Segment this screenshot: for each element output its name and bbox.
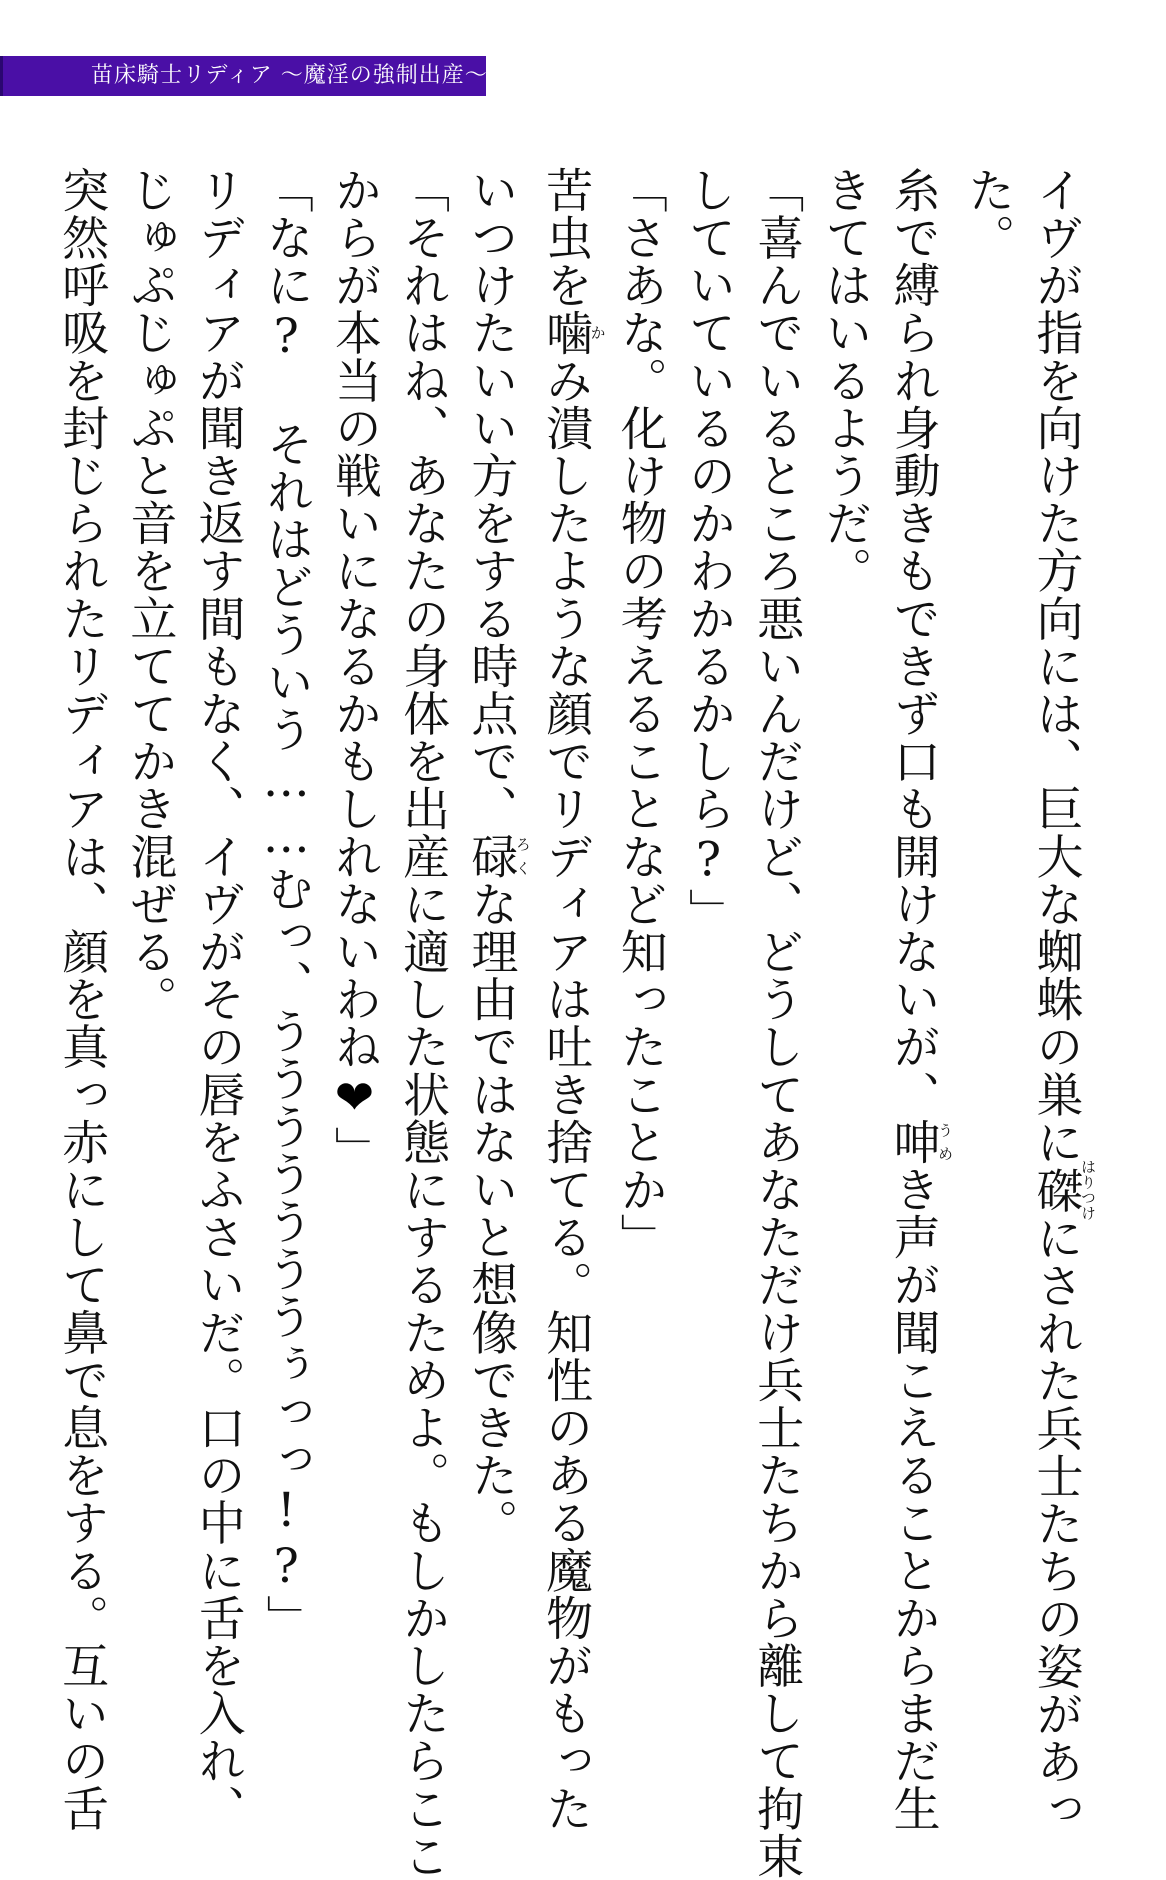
text-line-3: 糸で縛られ身動きもできず口も開けないが、呻うめき声が聞こえることからまだ生	[885, 166, 955, 1833]
text-line-7: 「さあな。化け物の考えることなど知ったことか」	[612, 166, 668, 1261]
text-line-12: 「なに? それはどういう……むっ、うううううううぅっっ!?」	[258, 166, 314, 1642]
ruby-ka: 噛か	[538, 308, 607, 357]
heart-icon: ❤	[326, 1070, 382, 1127]
text-line-2: た。	[960, 166, 1016, 262]
text-line-10: 「それはね、あなたの身体を出産に適した状態にするためよ。もしかしたらここ	[395, 166, 451, 1880]
text-line-6: していているのかわかるかしら?」	[680, 166, 736, 936]
page-header-title: 苗床騎士リディア 〜魔淫の強制出産〜	[91, 63, 488, 88]
ruby-haritsuke: 磔はりつけ	[1028, 1158, 1097, 1222]
header-bar	[0, 56, 486, 96]
ruby-roku: 碌ろく	[463, 832, 532, 881]
text-line-1: イヴが指を向けた方向には、巨大な蜘蛛の巣に磔はりつけにされた兵士たちの姿があっ	[1028, 166, 1097, 1833]
text-line-11: からが本当の戦いになるかもしれないわね❤」	[326, 166, 382, 1174]
text-line-13: リディアが聞き返す間もなく、イヴがその唇をふさいだ。口の中に舌を入れ、	[190, 166, 246, 1832]
text-line-5: 「喜んでいるところ悪いんだけど、どうしてあなただけ兵士たちから離して拘束	[749, 166, 805, 1880]
ruby-ume: 呻うめ	[885, 1118, 955, 1166]
text-line-14: じゅぷじゅぷと音を立ててかき混ぜる。	[122, 166, 178, 1023]
vertical-text-body	[47, 166, 1097, 1880]
text-line-15: 突然呼吸を封じられたリディアは、顔を真っ赤にして鼻で息をする。互いの舌	[54, 166, 110, 1832]
text-line-4: きてはいるようだ。	[817, 166, 873, 595]
text-line-9: いつけたいい方をする時点で、碌ろくな理由ではないと想像できた。	[463, 166, 532, 1547]
text-line-8: 苦虫を噛かみ潰したような顔でリディアは吐き捨てる。知性のある魔物がもった	[538, 166, 607, 1833]
